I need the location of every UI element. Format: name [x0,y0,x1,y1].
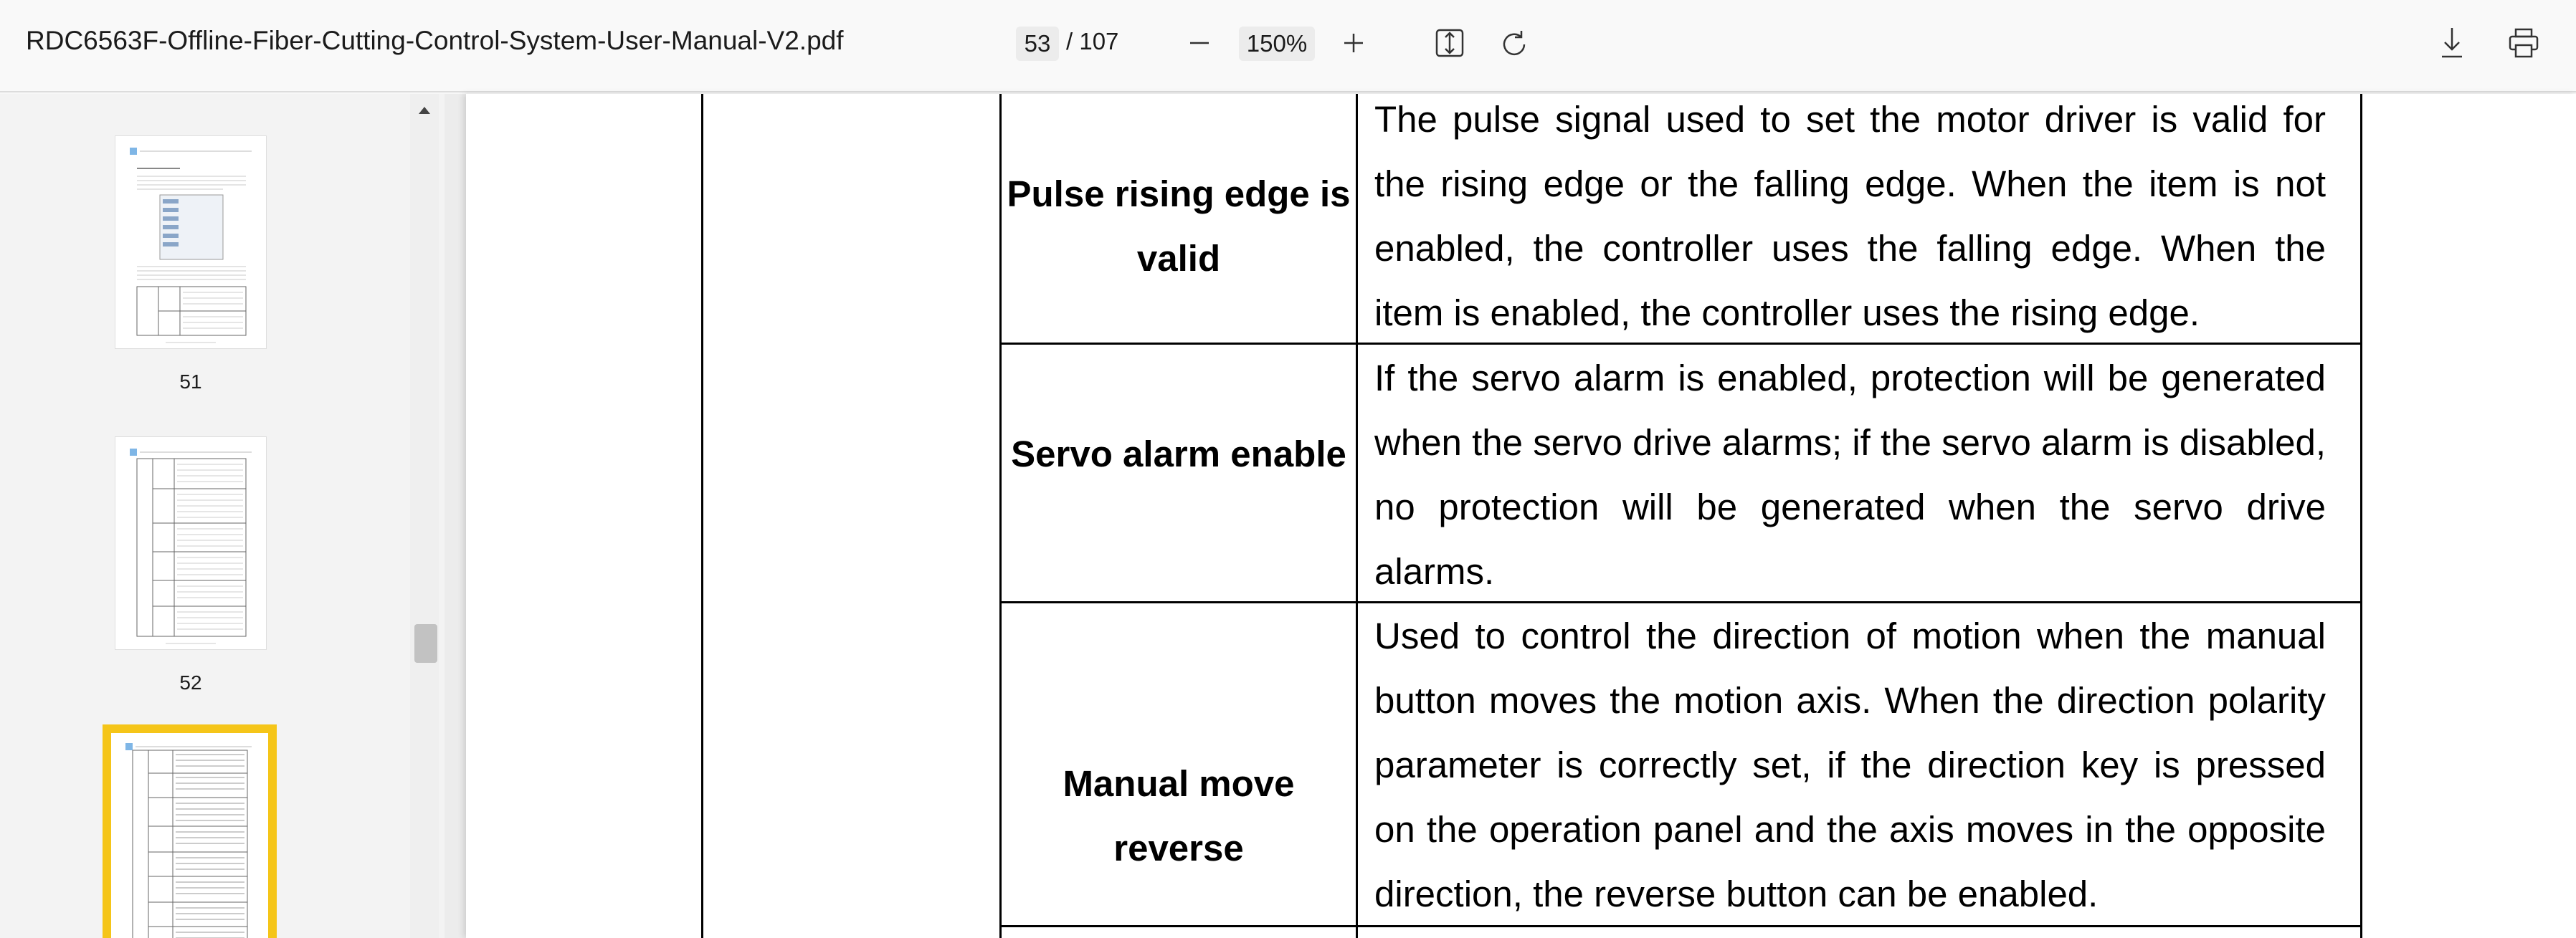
zoom-in-button[interactable] [1332,21,1375,64]
print-icon [2508,27,2539,59]
pdf-toolbar [0,0,2576,92]
scroll-up-button[interactable] [413,100,436,123]
fit-page-icon [1435,29,1464,57]
table-border-col2 [1356,94,1358,938]
rotate-button[interactable] [1493,21,1536,64]
page-total: / 107 [1066,28,1119,54]
document-viewport[interactable] [445,94,2576,938]
table-border-outer-left [701,94,703,938]
table-row-description: The pulse signal used to set the motor driver is valid for the rising edge or the falling edge. When the item is not enabled, the controller uses the falling edge. When the item is enabled, the controller uses the rising edge. [1374,99,2326,333]
page-number-input[interactable]: 53 [1016,27,1059,61]
thumbnail-label-52: 52 [179,671,202,694]
print-button[interactable] [2502,21,2545,64]
page-thumbnail-52[interactable] [115,436,267,650]
thumbnail-label-51: 51 [179,370,202,393]
zoom-level[interactable]: 150% [1239,27,1315,61]
download-button[interactable] [2430,20,2473,66]
rotate-icon [1500,29,1529,57]
download-icon [2438,25,2466,61]
caret-up-icon [413,100,436,123]
sidebar-scrollbar[interactable] [410,94,439,938]
pdf-page [466,94,2576,938]
zoom-out-button[interactable] [1178,21,1221,64]
table-row-name: Servo alarm enable [1011,434,1346,474]
plus-icon [1341,31,1366,55]
thumbnail-sidebar [0,94,445,938]
sidebar-scroll-thumb[interactable] [414,624,437,663]
fit-page-button[interactable] [1428,21,1471,64]
minus-icon [1187,31,1212,55]
table-row-name: Pulse rising edge is valid [1007,173,1351,279]
table-row-name: Manual move reverse [1063,763,1295,868]
table-row-description: If the servo alarm is enabled, protection will be generated when the servo drive alarms; if the servo alarm is disabled, no protection will be generated when the servo drive alarms. [1374,358,2326,592]
table-row-description: Used to control the direction of motion when the manual button moves the motion axis. When the direction polarity parameter is correctly set, if the direction key is pressed on the operation panel and the axis moves in the opposite direction, the reverse button can be enabled. [1374,616,2326,914]
page-thumbnail-51[interactable] [115,135,267,349]
table-border-right [2360,94,2362,938]
page-thumbnail-53-selected[interactable] [103,724,277,938]
document-title: RDC6563F-Offline-Fiber-Cutting-Control-System-User-Manual-V2.pdf [26,26,844,55]
